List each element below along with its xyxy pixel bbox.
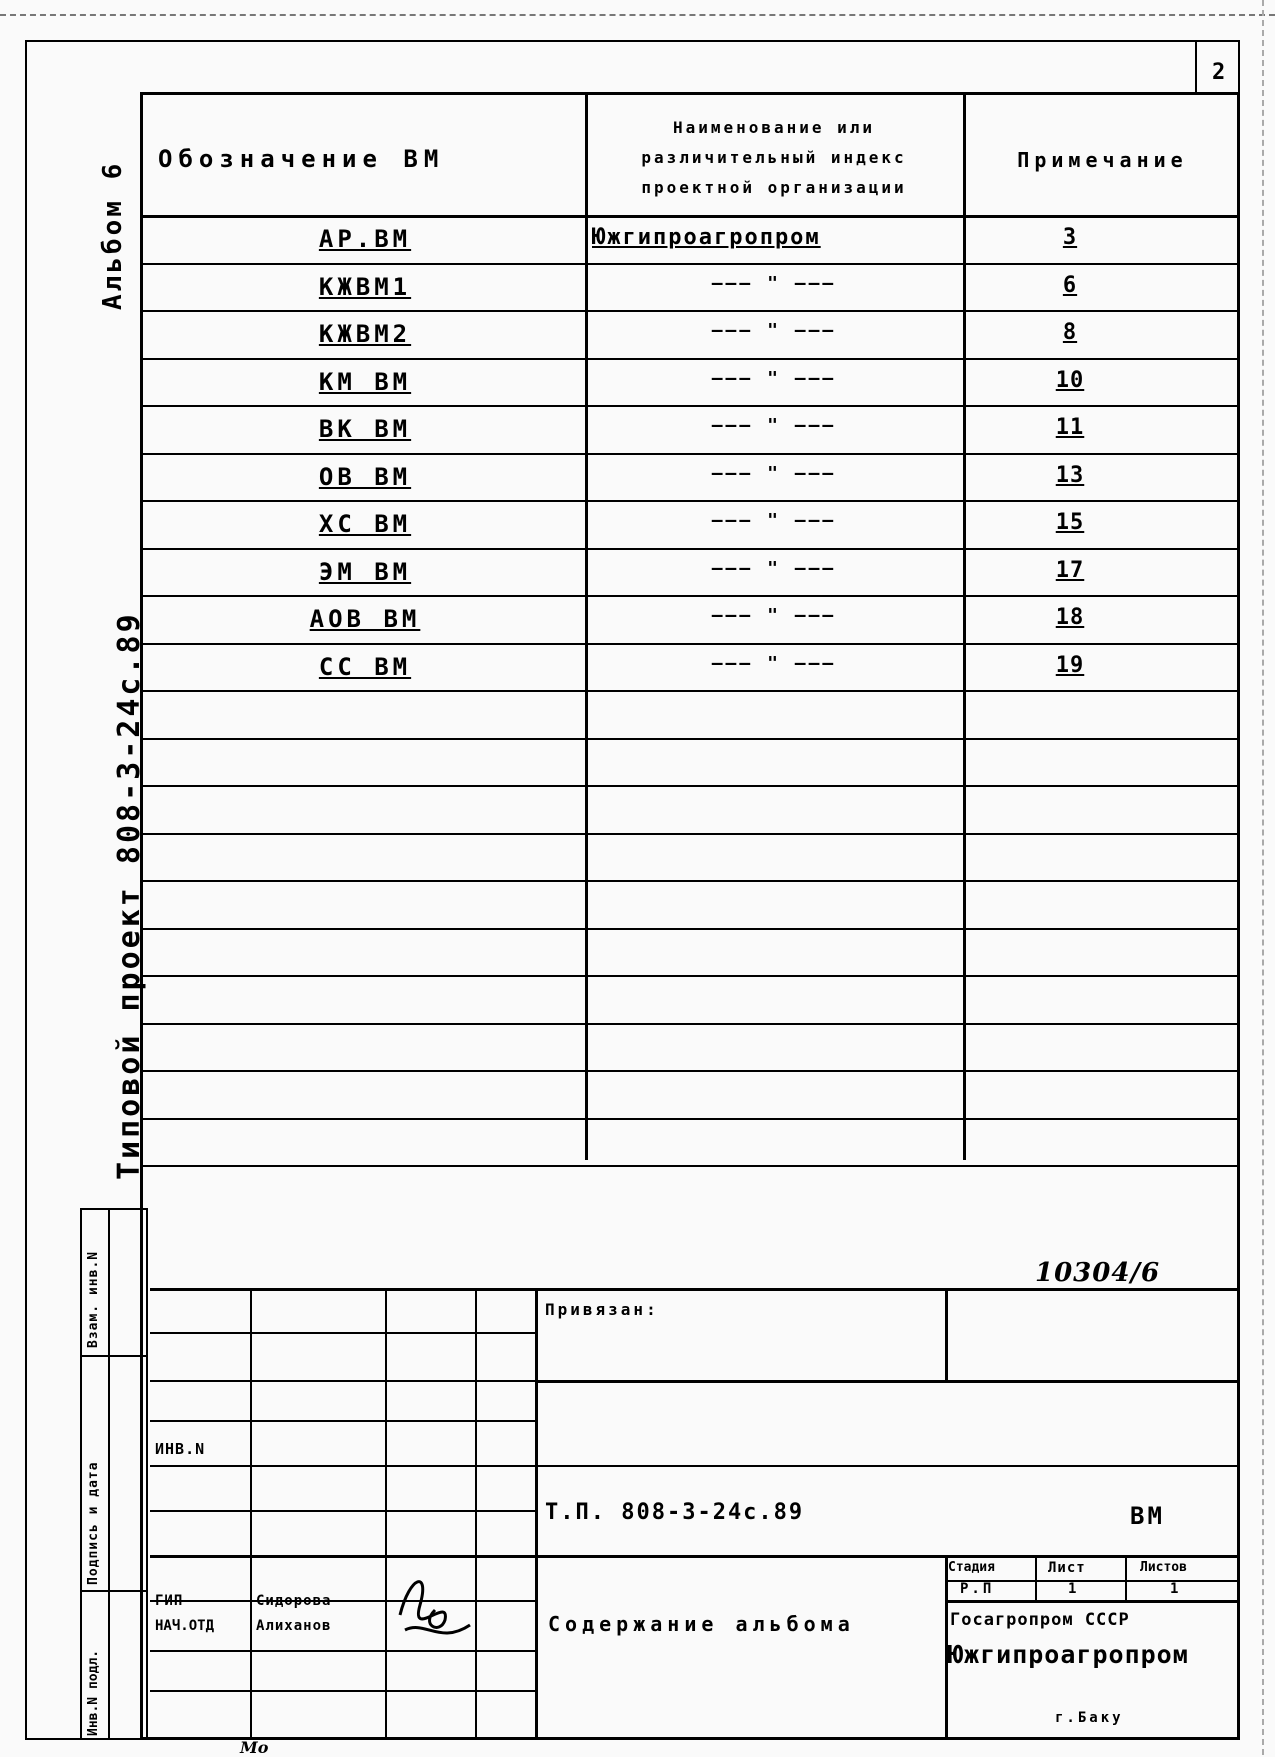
inv-no-label: ИНВ.N (155, 1440, 206, 1458)
ditto-dash-right: ——— (780, 510, 837, 531)
side-stamp-divider (108, 1208, 110, 1740)
ditto-dash-left: ——— (711, 463, 768, 484)
sheet-header: Лист (1048, 1560, 1086, 1576)
stamp-vl-1 (250, 1288, 252, 1740)
row-designation: АОВ ВМ (309, 605, 421, 633)
code-suffix: ВМ (1130, 1502, 1165, 1530)
row-line (140, 975, 1240, 977)
row-note: 6 (1062, 273, 1078, 298)
sheets-header: Листов (1140, 1560, 1187, 1575)
side-project-label: Типовой проект 808-3-24с.89 (112, 611, 147, 1180)
row-line (140, 928, 1240, 930)
ditto-dash-left: ——— (711, 368, 768, 389)
stamp-h-e (150, 1465, 1240, 1467)
ditto-dash-left: ——— (711, 653, 768, 674)
row-line (140, 833, 1240, 835)
row-line (140, 453, 1240, 455)
gip-role: ГИП (155, 1593, 184, 1609)
ditto-dash-left: ——— (711, 415, 768, 436)
ditto-mark: " (767, 653, 781, 674)
row-note: 17 (1055, 558, 1085, 583)
stamp-title: Содержание альбома (548, 1612, 855, 1636)
ditto-mark: " (767, 510, 781, 531)
row-note: 19 (1055, 653, 1085, 678)
ditto-mark: " (767, 463, 781, 484)
stamp-vl-5 (945, 1288, 948, 1380)
stage-header: Стадия (948, 1560, 995, 1575)
ditto-dash-right: ——— (780, 273, 837, 294)
row-note: 3 (1062, 225, 1078, 250)
signature-scribbles (390, 1565, 480, 1650)
ditto-dash-left: ——— (711, 605, 768, 626)
stamp-h-i (150, 1650, 535, 1652)
header-designation: Обозначение ВМ (158, 145, 445, 173)
row-line (140, 595, 1240, 597)
row-name: Южгипроагропром (592, 225, 821, 250)
project-code: Т.П. 808-3-24с.89 (545, 1500, 805, 1525)
row-note: 8 (1062, 320, 1078, 345)
row-designation: ОВ ВМ (318, 463, 412, 491)
row-name (585, 273, 963, 294)
stage-v1 (1035, 1555, 1037, 1600)
head-role: НАЧ.ОТД (155, 1618, 215, 1634)
stamp-h-f (150, 1510, 535, 1512)
side-inv-podl: Инв.N подл. (86, 1649, 101, 1736)
row-name (585, 510, 963, 531)
row-designation: КМ ВМ (318, 368, 412, 396)
row-line (140, 1070, 1240, 1072)
org-line1: Госагропром СССР (950, 1610, 1130, 1630)
row-note: 11 (1055, 415, 1085, 440)
row-name (585, 415, 963, 436)
row-line (140, 500, 1240, 502)
side-vzam: Взам. инв.N (86, 1250, 101, 1348)
side-stamp-h1 (80, 1355, 148, 1357)
ditto-mark: " (767, 558, 781, 579)
stage-v2 (1125, 1555, 1127, 1600)
header-name-line3: проектной организации (641, 178, 907, 197)
ditto-dash-left: ——— (711, 510, 768, 531)
row-name (585, 558, 963, 579)
ditto-mark: " (767, 605, 781, 626)
bottom-mark: Мо (240, 1738, 269, 1757)
ditto-mark: " (767, 368, 781, 389)
row-designation: ХС ВМ (318, 510, 412, 538)
row-line (140, 263, 1240, 265)
ditto-dash-left: ——— (711, 273, 768, 294)
row-line (140, 738, 1240, 740)
row-name (585, 605, 963, 626)
row-designation: КЖВМ2 (318, 320, 412, 348)
ditto-dash-right: ——— (780, 368, 837, 389)
stamp-h-j (150, 1690, 535, 1692)
stamp-vl-4 (535, 1288, 538, 1740)
row-name (585, 463, 963, 484)
bound-label: Привязан: (545, 1300, 659, 1319)
ditto-dash-right: ——— (780, 415, 837, 436)
head-name: Алиханов (256, 1618, 332, 1634)
row-designation: КЖВМ1 (318, 273, 412, 301)
ditto-dash-right: ——— (780, 605, 837, 626)
ditto-dash-right: ——— (780, 558, 837, 579)
stamp-h-c (535, 1380, 1240, 1383)
side-stamp-h2 (80, 1590, 148, 1592)
gip-name: Сидорова (256, 1593, 332, 1609)
ditto-dash-right: ——— (780, 320, 837, 341)
ditto-dash-left: ——— (711, 558, 768, 579)
sheet-number: 2 (1212, 60, 1229, 85)
row-designation: СС ВМ (318, 653, 412, 681)
row-line (140, 785, 1240, 787)
row-line (140, 358, 1240, 360)
row-line (140, 880, 1240, 882)
row-line (140, 405, 1240, 407)
row-designation: АР.ВМ (318, 225, 412, 253)
org-line2: Южгипроагропром (948, 1640, 1189, 1669)
sheet-value: 1 (1068, 1581, 1080, 1597)
row-note: 10 (1055, 368, 1085, 393)
ditto-mark: " (767, 415, 781, 436)
col-divider-1 (585, 92, 588, 1160)
row-line (140, 1118, 1240, 1120)
ditto-mark: " (767, 273, 781, 294)
stamp-h-b (150, 1380, 535, 1382)
sheets-value: 1 (1170, 1581, 1182, 1597)
header-name-line1: Наименование или (672, 118, 876, 137)
row-line (140, 1023, 1240, 1025)
header-name-line2: различительный индекс (641, 148, 907, 167)
ditto-dash-right: ——— (780, 463, 837, 484)
row-designation: ВК ВМ (318, 415, 412, 443)
row-name (585, 320, 963, 341)
col-divider-2 (963, 92, 966, 1160)
row-line (140, 1165, 1240, 1167)
stamp-vl-2 (385, 1288, 387, 1740)
row-designation: ЭМ ВМ (318, 558, 412, 586)
row-line (140, 548, 1240, 550)
stamp-h-g (150, 1555, 1240, 1558)
ditto-dash-left: ——— (711, 320, 768, 341)
album-label: Альбом 6 (98, 160, 128, 310)
stamp-top-line (150, 1288, 1240, 1291)
scan-edge-top (0, 14, 1275, 16)
row-line (140, 310, 1240, 312)
handwritten-number: 10304/6 (1035, 1258, 1161, 1288)
row-note: 13 (1055, 463, 1085, 488)
row-line (140, 643, 1240, 645)
stamp-vl-3 (475, 1288, 477, 1740)
row-name (585, 653, 963, 674)
row-note: 18 (1055, 605, 1085, 630)
header-note: Примечание (1017, 148, 1188, 172)
row-name (585, 368, 963, 389)
ditto-mark: " (767, 320, 781, 341)
scan-edge-right (1262, 0, 1264, 1755)
org-city: г.Баку (1055, 1710, 1124, 1726)
stamp-h-d (150, 1420, 535, 1422)
ditto-dash-right: ——— (780, 653, 837, 674)
stamp-h-a (150, 1332, 535, 1334)
row-note: 15 (1055, 510, 1085, 535)
stage-h2 (945, 1600, 1240, 1603)
side-podpis: Подпись и дата (86, 1461, 101, 1585)
row-line (140, 690, 1240, 692)
header-bottom-line (140, 215, 1240, 218)
stage-value: Р.П (960, 1581, 995, 1597)
